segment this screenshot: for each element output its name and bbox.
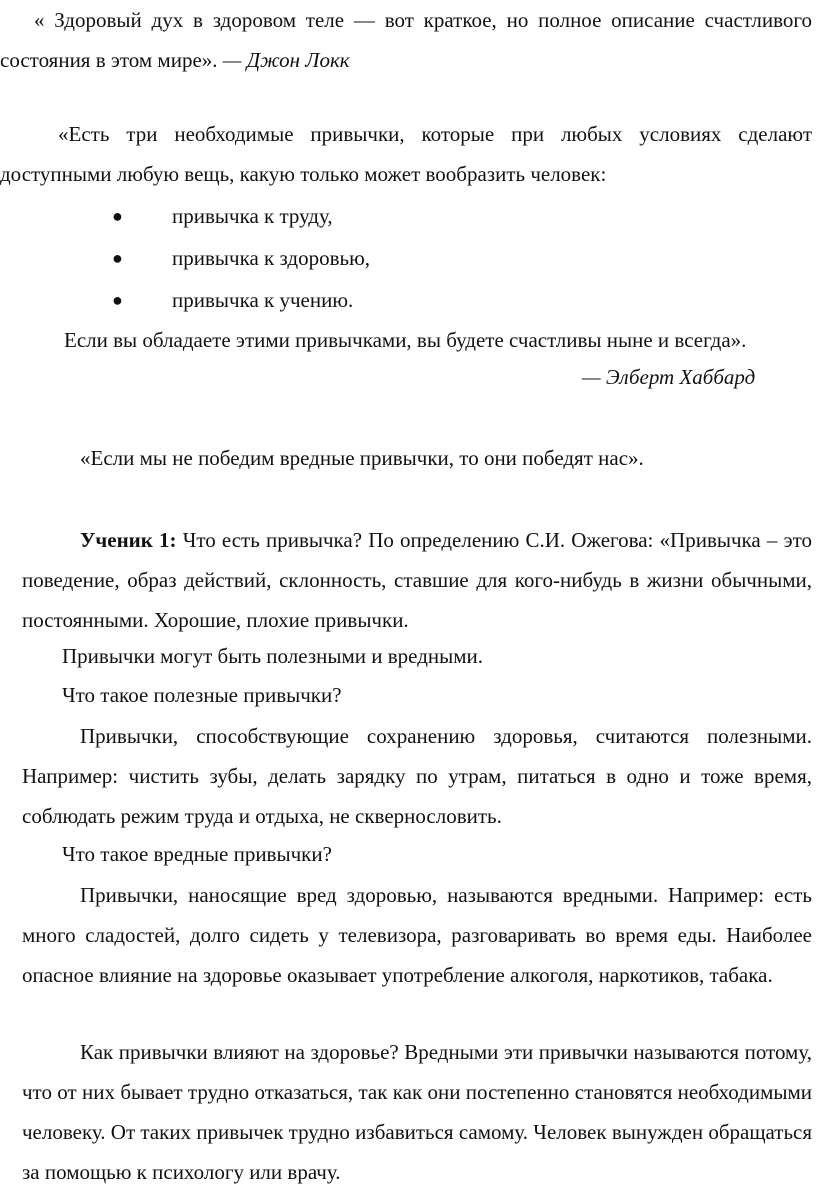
bullet-icon: ● bbox=[112, 290, 123, 310]
student-definition-text: Что есть привычка? По определению С.И. Ожегова: «Привычка – это поведение, образ действий, склонность, ставшие для кого-нибудь в жизни обычными, постоянными. Хорошие, плохие привычки. bbox=[22, 528, 812, 632]
student-definition bbox=[22, 520, 812, 640]
habits-list bbox=[0, 196, 370, 322]
student-label: Ученик 1: bbox=[80, 528, 177, 552]
quote-hubbard-intro: «Есть три необходимые привычки, которые при любых условиях сделают доступными любую вещь, какую только может вообразить человек: bbox=[0, 122, 812, 186]
quote-habits: «Если мы не победим вредные привычки, то они победят нас». bbox=[80, 446, 644, 470]
quote-locke-author: — Джон Локк bbox=[222, 48, 350, 72]
student-q2: Что такое вредные привычки? bbox=[62, 842, 332, 866]
habit-label: привычка к труду, bbox=[172, 204, 333, 228]
quote-locke bbox=[0, 0, 812, 80]
student-a1: Привычки, способствующие сохранению здоровья, считаются полезными. Например: чистить зубы, делать зарядку по утрам, питаться в одно и тоже время, соблюдать режим труда и отдыха, не сквернословить. bbox=[22, 724, 812, 828]
bullet-icon: ● bbox=[112, 248, 123, 268]
quote-hubbard-author: — Элберт Хаббард bbox=[582, 365, 756, 389]
quote-locke-text: « Здоровый дух в здоровом теле — вот краткое, но полное описание счастливого состояния в этом мире». bbox=[0, 8, 812, 72]
list-item bbox=[0, 238, 370, 280]
habit-label: привычка к здоровью, bbox=[172, 246, 371, 270]
list-item bbox=[0, 280, 370, 322]
bullet-icon: ● bbox=[112, 206, 123, 226]
student-q1: Что такое полезные привычки? bbox=[62, 683, 342, 707]
student-a2: Привычки, наносящие вред здоровью, называются вредными. Например: есть много сладостей, долго сидеть у телевизора, разговаривать во время еды. Наиболее опасное влияние на здоровье оказывает употребление алкоголя, наркотиков, табака. bbox=[22, 883, 812, 987]
habit-label: привычка к учению. bbox=[172, 288, 354, 312]
student-p1: Привычки могут быть полезными и вредными. bbox=[62, 644, 484, 668]
list-item bbox=[0, 196, 370, 238]
quote-hubbard-outro: Если вы обладаете этими привычками, вы будете счастливы ныне и всегда». bbox=[64, 328, 747, 352]
student-a3: Как привычки влияют на здоровье? Вредными эти привычки называются потому, что от них бывает трудно отказаться, так как они постепенно становятся необходимыми человеку. От таких привычек трудно избавиться самому. Человек вынужден обращаться за помощью к психологу или врачу. bbox=[22, 1040, 813, 1184]
